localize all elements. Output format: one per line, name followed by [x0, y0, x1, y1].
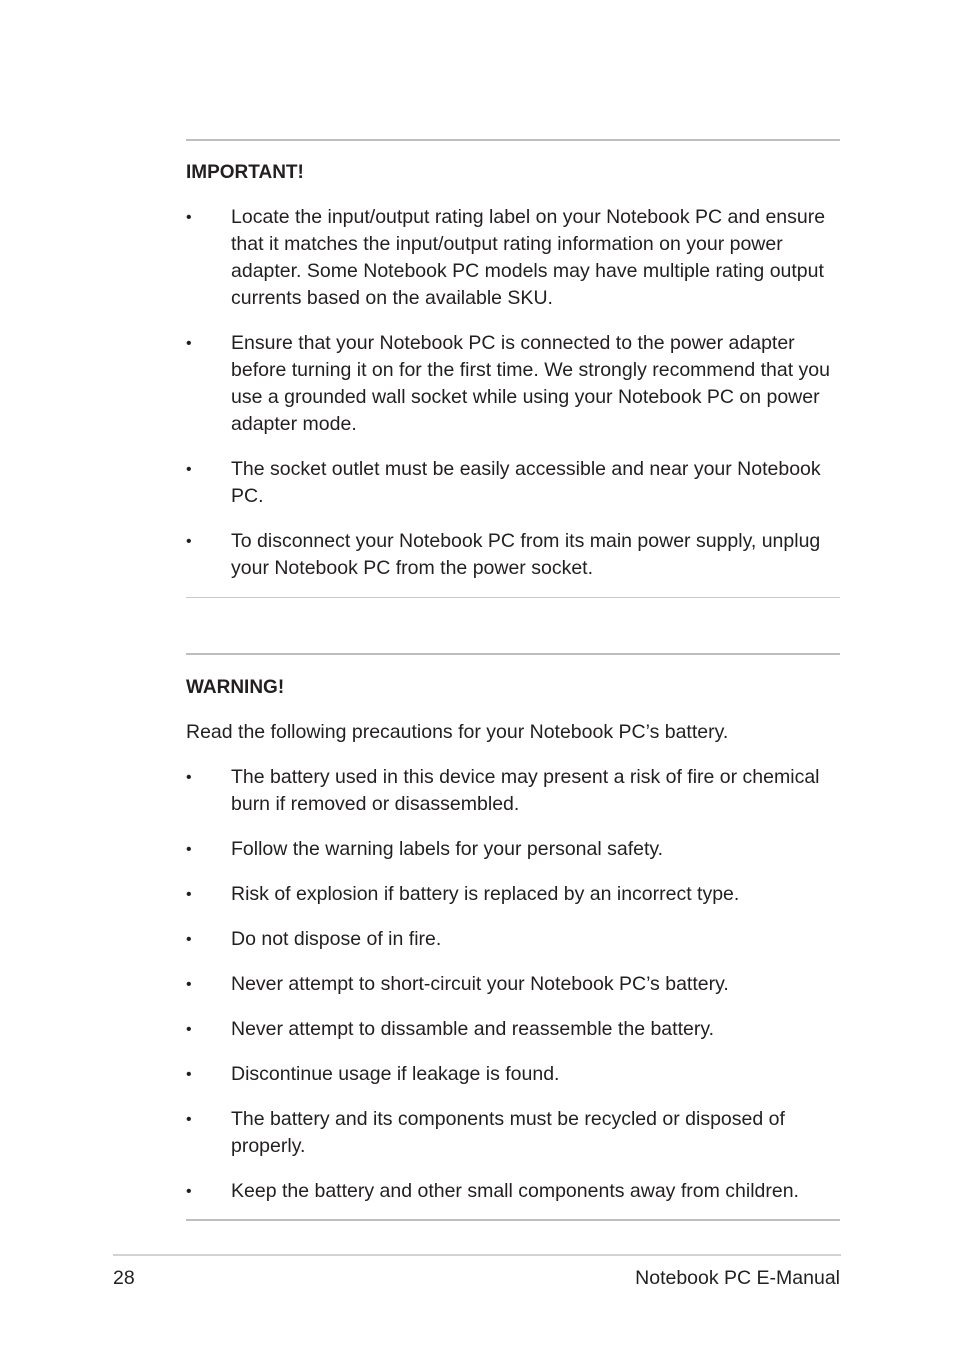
bullet-icon: • [186, 931, 192, 948]
warning-bullet-text: Never attempt to short-circuit your Notebook PC’s battery. [231, 973, 729, 995]
list-item [186, 1061, 840, 1088]
list-item [186, 764, 840, 818]
warning-bullet-text: Do not dispose of in fire. [231, 928, 442, 950]
list-item [186, 1178, 840, 1205]
list-item [186, 971, 840, 998]
warning-bullet-text: Keep the battery and other small components away from children. [231, 1180, 799, 1202]
list-item [186, 204, 840, 312]
warning-top-rule [186, 653, 840, 655]
list-item [186, 1106, 840, 1160]
important-list [186, 204, 840, 582]
list-item [186, 528, 840, 582]
important-bullet-text: To disconnect your Notebook PC from its main power supply, unplug your Notebook PC from the power socket. [231, 530, 821, 579]
bullet-icon: • [186, 886, 192, 903]
bullet-icon: • [186, 1111, 192, 1128]
manual-title: Notebook PC E-Manual [635, 1267, 840, 1289]
warning-list [186, 764, 840, 1205]
bullet-icon: • [186, 769, 192, 786]
important-bullet-text: Locate the input/output rating label on your Notebook PC and ensure that it matches the input/output rating information on your power adapter. Some Notebook PC models may have multiple rating output currents based on the available SKU. [231, 206, 826, 309]
important-bullet-text: The socket outlet must be easily accessible and near your Notebook PC. [231, 458, 821, 507]
page-number: 28 [113, 1267, 135, 1289]
bullet-icon: • [186, 1066, 192, 1083]
warning-title: WARNING! [186, 677, 285, 698]
important-top-rule [186, 139, 840, 141]
warning-bullet-text: The battery used in this device may present a risk of fire or chemical burn if removed or disassembled. [231, 766, 820, 815]
warning-bullet-text: The battery and its components must be recycled or disposed of properly. [231, 1108, 785, 1157]
bullet-icon: • [186, 461, 192, 478]
important-bottom-rule [186, 597, 840, 598]
warning-bullet-text: Follow the warning labels for your personal safety. [231, 838, 664, 860]
important-title: IMPORTANT! [186, 162, 304, 183]
list-item [186, 456, 840, 510]
bullet-icon: • [186, 335, 192, 352]
bullet-icon: • [186, 1183, 192, 1200]
list-item [186, 881, 840, 908]
bullet-icon: • [186, 533, 192, 550]
warning-bullet-text: Never attempt to dissamble and reassemble the battery. [231, 1018, 715, 1040]
warning-intro: Read the following precautions for your Notebook PC’s battery. [186, 721, 729, 743]
footer-rule [113, 1254, 841, 1256]
important-bullet-text: Ensure that your Notebook PC is connected to the power adapter before turning it on for the first time. We strongly recommend that you use a grounded wall socket while using your Notebook PC on power adapter mode. [231, 332, 830, 435]
warning-bullet-text: Risk of explosion if battery is replaced by an incorrect type. [231, 883, 740, 905]
warning-bullet-text: Discontinue usage if leakage is found. [231, 1063, 560, 1085]
bullet-icon: • [186, 976, 192, 993]
bullet-icon: • [186, 209, 192, 226]
list-item [186, 330, 840, 438]
bullet-icon: • [186, 1021, 192, 1038]
list-item [186, 836, 840, 863]
warning-bottom-rule [186, 1219, 840, 1221]
bullet-icon: • [186, 841, 192, 858]
list-item [186, 926, 840, 953]
list-item [186, 1016, 840, 1043]
